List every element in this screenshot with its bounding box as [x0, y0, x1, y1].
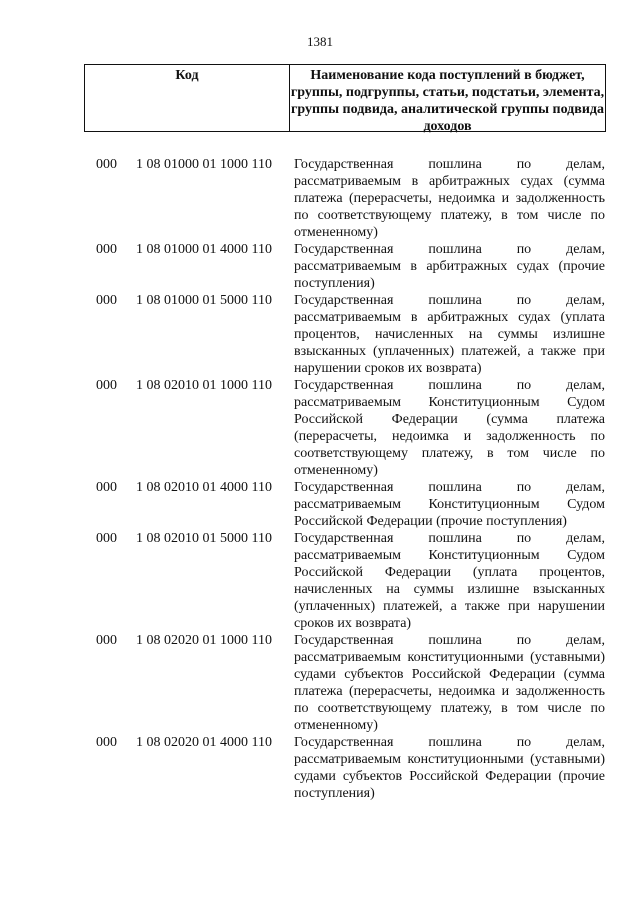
name-column-header: Наименование кода поступлений в бюджет, группы, подгруппы, статьи, подстатьи, элемента, группы подвида, аналитической группы подвида доходов	[290, 68, 605, 134]
table-row	[0, 632, 640, 734]
table-row	[0, 530, 640, 632]
table-header	[84, 64, 606, 132]
budget-code: 1 08 02010 01 5000 110	[136, 531, 272, 546]
table-row	[0, 292, 640, 377]
budget-code: 1 08 02010 01 4000 110	[136, 480, 272, 495]
code-description: Государственная пошлина по делам, рассматриваемым в арбитражных судах (сумма платежа (перерасчеты, недоимка и задолженность по соответствующему платежу, в том числе по отмененному)	[294, 157, 605, 240]
budget-code: 1 08 01000 01 5000 110	[136, 293, 272, 308]
admin-code: 000	[96, 242, 117, 257]
code-description: Государственная пошлина по делам, рассматриваемым Конституционным Судом Российской Федерации (прочие поступления)	[294, 480, 605, 529]
budget-code: 1 08 01000 01 4000 110	[136, 242, 272, 257]
admin-code: 000	[96, 157, 117, 172]
code-description: Государственная пошлина по делам, рассматриваемым конституционными (уставными) судами субъектов Российской Федерации (прочие поступления)	[294, 735, 605, 801]
table-row	[0, 734, 640, 802]
admin-code: 000	[96, 480, 117, 495]
admin-code: 000	[96, 633, 117, 648]
budget-code: 1 08 02010 01 1000 110	[136, 378, 272, 393]
table-row	[0, 377, 640, 479]
code-column-header: Код	[85, 65, 290, 131]
page-number: 1381	[307, 34, 333, 49]
code-description: Государственная пошлина по делам, рассматриваемым в арбитражных судах (прочие поступления)	[294, 242, 605, 291]
code-description: Государственная пошлина по делам, рассматриваемым Конституционным Судом Российской Федерации (сумма платежа (перерасчеты, недоимка и задолженность по соответствующему платежу, в том числе по отмененному)	[294, 378, 605, 478]
code-description: Государственная пошлина по делам, рассматриваемым конституционными (уставными) судами субъектов Российской Федерации (сумма платежа (перерасчеты, недоимка и задолженность по соответствующему платежу, в том числе по отмененному)	[294, 633, 605, 733]
table-row	[0, 156, 640, 241]
budget-code: 1 08 01000 01 1000 110	[136, 157, 272, 172]
code-description: Государственная пошлина по делам, рассматриваемым в арбитражных судах (уплата процентов, начисленных на суммы излишне взысканных (уплаченных) платежей, а также при нарушении сроков их возврата)	[294, 293, 605, 376]
table-row	[0, 241, 640, 292]
admin-code: 000	[96, 293, 117, 308]
admin-code: 000	[96, 378, 117, 393]
budget-code: 1 08 02020 01 4000 110	[136, 735, 272, 750]
admin-code: 000	[96, 531, 117, 546]
table-row	[0, 479, 640, 530]
admin-code: 000	[96, 735, 117, 750]
income-codes-list	[0, 156, 640, 802]
code-description: Государственная пошлина по делам, рассматриваемым Конституционным Судом Российской Федерации (уплата процентов, начисленных на суммы излишне взысканных (уплаченных) платежей, а также при нарушении сроков их возврата)	[294, 531, 605, 631]
budget-code: 1 08 02020 01 1000 110	[136, 633, 272, 648]
